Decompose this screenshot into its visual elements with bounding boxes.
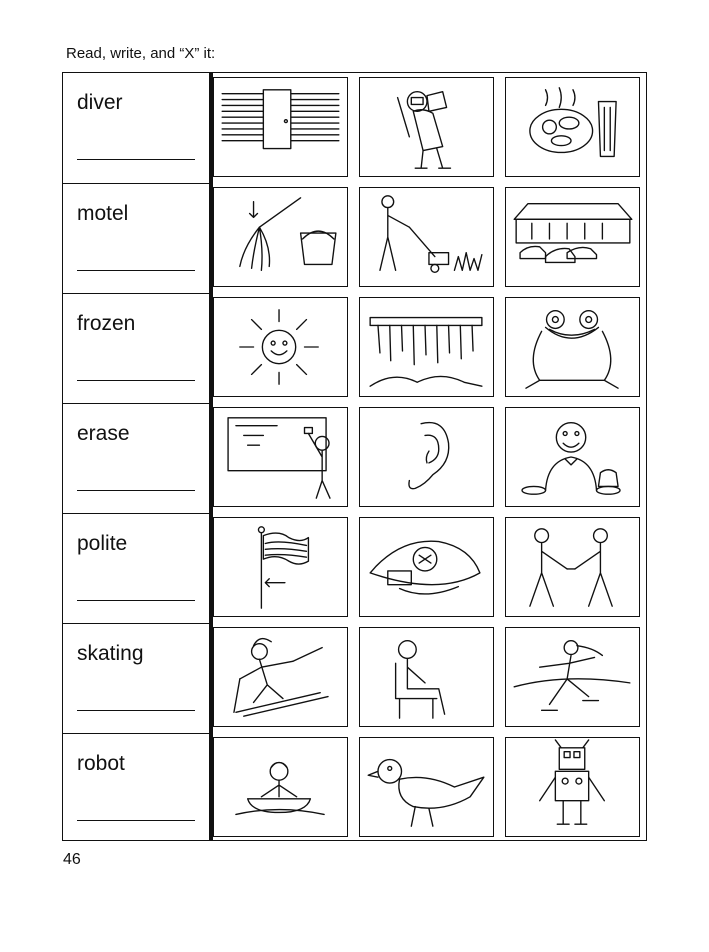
rowboat-picture[interactable] xyxy=(213,737,348,837)
word-cell xyxy=(63,623,209,733)
word-cell xyxy=(63,403,209,513)
word-label: robot xyxy=(77,752,125,775)
word-cell xyxy=(63,73,209,183)
worksheet-row xyxy=(63,293,646,403)
word-cell xyxy=(63,733,209,843)
writing-line[interactable] xyxy=(77,270,195,271)
rich-man-picture[interactable] xyxy=(505,407,640,507)
worksheet-row xyxy=(63,403,646,513)
page-number: 46 xyxy=(63,851,81,868)
sun-picture[interactable] xyxy=(213,297,348,397)
sitting-picture[interactable] xyxy=(359,627,494,727)
frog-picture[interactable] xyxy=(505,297,640,397)
icicles-picture[interactable] xyxy=(359,297,494,397)
word-label: polite xyxy=(77,532,128,555)
word-cell xyxy=(63,513,209,623)
erasing-board-picture[interactable] xyxy=(213,407,348,507)
writing-line[interactable] xyxy=(77,600,195,601)
word-cell xyxy=(63,183,209,293)
diver-picture[interactable] xyxy=(359,77,494,177)
mop-picture[interactable] xyxy=(213,187,348,287)
worksheet-row xyxy=(63,73,646,183)
word-label: diver xyxy=(77,91,123,114)
worksheet-grid xyxy=(62,72,647,841)
dinner-plate-picture[interactable] xyxy=(505,77,640,177)
skating-picture[interactable] xyxy=(505,627,640,727)
writing-line[interactable] xyxy=(77,490,195,491)
writing-line[interactable] xyxy=(77,380,195,381)
worksheet-row xyxy=(63,623,646,733)
word-label: skating xyxy=(77,642,144,665)
flagpole-picture[interactable] xyxy=(213,517,348,617)
writing-line[interactable] xyxy=(77,159,195,160)
worksheet-row xyxy=(63,513,646,623)
pilot-picture[interactable] xyxy=(359,517,494,617)
bird-picture[interactable] xyxy=(359,737,494,837)
worksheet-row xyxy=(63,183,646,293)
skiing-picture[interactable] xyxy=(213,627,348,727)
worksheet-row xyxy=(63,733,646,843)
door-picture[interactable] xyxy=(213,77,348,177)
word-label: erase xyxy=(77,422,130,445)
word-label: frozen xyxy=(77,312,136,335)
word-cell xyxy=(63,293,209,403)
writing-line[interactable] xyxy=(77,820,195,821)
robot-picture[interactable] xyxy=(505,737,640,837)
mowing-picture[interactable] xyxy=(359,187,494,287)
instruction-text: Read, write, and “X” it: xyxy=(66,45,216,62)
ear-picture[interactable] xyxy=(359,407,494,507)
word-label: motel xyxy=(77,202,129,225)
writing-line[interactable] xyxy=(77,710,195,711)
motel-picture[interactable] xyxy=(505,187,640,287)
handshake-picture[interactable] xyxy=(505,517,640,617)
